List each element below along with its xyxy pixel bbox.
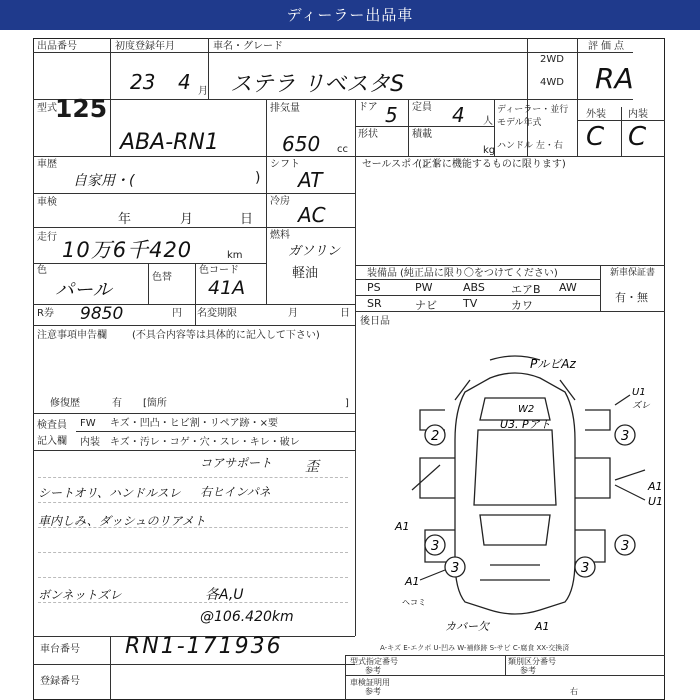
v-footer-mid <box>505 655 506 675</box>
v-ext-int <box>621 107 622 156</box>
capacity-value: 4 <box>452 103 465 127</box>
v-left-right <box>355 156 356 636</box>
history-value: 自家用・( <box>73 173 135 189</box>
doors-value: 5 <box>385 103 398 127</box>
v-chassis <box>110 636 111 700</box>
equipment-top-line <box>355 265 665 266</box>
door-shape-line <box>355 126 494 127</box>
note-line <box>38 477 348 478</box>
tire-value: 3 <box>431 539 440 554</box>
equipment-item: ナビ <box>415 299 437 312</box>
note-distortion: 歪 <box>305 459 319 475</box>
diagram-rear-note: カバー欠 <box>445 620 489 633</box>
first-registration-label: 初度登録年月 <box>115 41 175 52</box>
notes-hint: (不具合内容等は具体的に記入して下さい) <box>132 330 320 341</box>
handle-label: ハンドル 左・右 <box>497 141 563 151</box>
title-expire-month: 月 <box>288 308 298 319</box>
warranty-label: 新車保証書 <box>610 268 656 278</box>
note-mileage: @106.420km <box>200 609 294 625</box>
note-line <box>38 577 348 578</box>
diagram-right-note-1: U1 <box>632 387 646 398</box>
equipment-label: 装備品 <box>367 268 397 279</box>
lot-number: 125 <box>55 94 108 123</box>
load-label: 積載 <box>412 129 432 140</box>
v-col-grade2 <box>577 38 578 156</box>
repair-places: [箇所 <box>143 398 167 409</box>
diagram-side-u1: U1 <box>648 495 664 508</box>
chassis-number: RN1-171936 <box>125 634 283 659</box>
equipment-item: カワ <box>511 299 533 312</box>
mileage-value: 10万6千420 <box>62 238 193 262</box>
diagram-top-note: PルビAz <box>530 357 576 371</box>
grade-value: RA <box>595 62 634 95</box>
inspection-label: 車検 <box>37 197 57 208</box>
lot-number-label: 出品番号 <box>37 41 77 52</box>
repair-close: ] <box>345 398 349 409</box>
note-line <box>38 502 348 503</box>
color-change-label: 色替 <box>152 272 172 283</box>
displacement-label: 排気量 <box>270 103 300 114</box>
model-year-label: モデル年式 <box>497 118 542 128</box>
note-each-a-u: 各A,U <box>205 587 244 603</box>
capacity-unit: 人 <box>483 116 493 127</box>
tire-value: 2 <box>431 429 440 444</box>
grade-label: 評価点 <box>588 41 627 52</box>
history-label: 車歴 <box>37 159 57 170</box>
note-core-support: コアサポート <box>200 456 273 470</box>
damage-legend: A-キズ E-エクボ U-凹み W-補修跡 S-サビ C-腐食 XX-交換済 <box>380 644 570 652</box>
tire-value: 3 <box>581 561 590 576</box>
drive-2wd: 2WD <box>540 54 564 65</box>
color-value: パール <box>55 279 112 301</box>
notes-label: 注意事項申告欄 <box>37 330 107 341</box>
row2-line <box>33 99 633 100</box>
diagram-right-note-2: ズレ <box>632 401 651 411</box>
inspector-label-1: 検査員 <box>37 420 67 431</box>
drive-4wd: 4WD <box>540 77 564 88</box>
recycle-label: R券 <box>37 308 54 319</box>
class-ref: 参考 <box>520 666 536 675</box>
equipment-item: PW <box>415 281 433 294</box>
shift-label: シフト <box>270 159 300 170</box>
recycle-fee: 9850 <box>80 304 124 324</box>
row1-sub-line <box>33 52 633 53</box>
inspector-top-line <box>33 413 355 414</box>
footer-right-label: 右 <box>570 687 578 696</box>
shape-label: 形状 <box>358 129 378 140</box>
color-label: 色 <box>37 265 47 276</box>
color-code-label: 色コード <box>199 265 239 276</box>
note-instrument-panel: 右ヒインパネ <box>200 485 271 499</box>
diagram-w2: W2 <box>518 404 535 415</box>
type-cert-ref: 参考 <box>365 666 381 675</box>
repair-label: 修復歴 <box>50 398 80 409</box>
dealer-label: ディーラー・並行 <box>497 105 569 115</box>
displacement-value: 650 <box>282 132 321 156</box>
v-type-disp <box>266 99 267 156</box>
inspection-year-label: 年 <box>118 212 132 227</box>
inspection-line <box>33 227 355 228</box>
exterior-grade: C <box>586 122 605 152</box>
v-col2 <box>208 38 209 99</box>
inspector-interior-items: キズ・汚レ・コゲ・穴・スレ・キレ・破レ <box>110 437 300 448</box>
inspector-fw-items: キズ・凹凸・ヒビ割・リペア跡・×要 <box>110 418 278 429</box>
mileage-unit: km <box>227 250 243 261</box>
class-label: 類別区分番号 <box>508 657 556 666</box>
capacity-label: 定員 <box>412 102 432 113</box>
equipment-row-line <box>355 295 600 296</box>
inspector-bottom-line <box>33 450 355 451</box>
note-interior-stain: 車内しみ、ダッシュのリアメト <box>38 514 206 528</box>
recycle-unit: 円 <box>172 308 182 319</box>
fuel-label: 燃料 <box>270 230 290 241</box>
shift-value: AT <box>298 168 323 192</box>
tire-value: 3 <box>621 429 630 444</box>
mileage-label: 走行 <box>37 232 57 243</box>
row3-line <box>33 156 665 157</box>
interior-grade: C <box>628 122 647 152</box>
type-label: 型式 <box>37 103 57 114</box>
title-expire-day: 日 <box>340 308 350 319</box>
note-bonnet: ボンネットズレ <box>38 588 122 602</box>
equipment-item: SR <box>367 297 382 310</box>
inspector-label-2: 記入欄 <box>37 436 67 447</box>
registration-label: 登録番号 <box>40 676 80 687</box>
equipment-item: エアB <box>511 283 541 296</box>
v-door-cap <box>408 99 409 156</box>
note-seat: シートオリ、ハンドルスレ <box>38 486 181 500</box>
interior-label: 内装 <box>628 109 648 120</box>
tire-markers <box>425 425 635 577</box>
type-cert-label: 型式指定番号 <box>350 657 398 666</box>
inspector-interior-label: 内装 <box>80 437 100 448</box>
history-close: ) <box>255 170 261 186</box>
equipment-item: AW <box>559 281 577 294</box>
equipment-item: TV <box>463 297 478 310</box>
warranty-value: 有・無 <box>615 291 648 304</box>
chassis-bottom-line <box>33 664 355 665</box>
fuel-selected: ガソリン <box>288 244 341 259</box>
tire-value: 3 <box>451 561 460 576</box>
first-registration-year: 23 <box>130 70 156 94</box>
page-header <box>0 0 700 30</box>
model-label: 車名・グレード <box>213 41 283 52</box>
inspection-day-label: 日 <box>240 212 254 227</box>
equipment-sub-line <box>355 279 600 280</box>
model-name: ステラ リベスタS <box>230 72 405 97</box>
equipment-item: ABS <box>463 281 485 294</box>
v-col-grade <box>527 38 528 156</box>
title-expire-label: 名変期限 <box>197 308 237 319</box>
v-disp-door <box>355 99 356 156</box>
v-color-change <box>148 263 149 304</box>
inspector-fw-label: FW <box>80 418 96 429</box>
v-color-code <box>195 263 196 325</box>
equipment-item: PS <box>367 281 381 294</box>
diagram-u3: U3. Pアト <box>500 418 551 431</box>
v-left-mid <box>266 156 267 304</box>
after-goods-label: 後日品 <box>360 316 390 327</box>
equipment-bottom-line <box>355 311 665 312</box>
note-line <box>38 552 348 553</box>
diagram-left-a1: A1 <box>395 520 410 533</box>
inspector-mid-line <box>76 431 355 432</box>
diagram-dent-note: ヘコミ <box>402 598 426 607</box>
fuel-other: 軽油 <box>292 266 319 281</box>
diagram-rear-a1: A1 <box>535 620 550 633</box>
header-title: ディーラー出品車 <box>286 6 414 24</box>
diagram-side-a1: A1 <box>648 480 663 493</box>
ac-label: 冷房 <box>270 196 290 207</box>
history-line <box>33 193 355 194</box>
month-unit: 月 <box>198 86 208 97</box>
v-footer-left <box>345 655 346 700</box>
exterior-label: 外装 <box>586 109 606 120</box>
cert-ref: 参考 <box>365 687 381 696</box>
chassis-label: 車台番号 <box>40 644 80 655</box>
cert-label: 車検証明用 <box>350 678 390 687</box>
load-unit: kg <box>483 145 496 156</box>
repair-value: 有 <box>112 398 122 409</box>
color-code-value: 41A <box>208 277 246 299</box>
v-warranty <box>600 265 601 311</box>
footer-line-2 <box>345 675 665 676</box>
first-registration-month: 4 <box>178 70 191 94</box>
doors-label: ドア <box>358 102 378 113</box>
equipment-hint: (純正品に限り〇をつけてください) <box>400 268 558 279</box>
diagram-bottom-a1: A1 <box>405 575 420 588</box>
type-code: ABA-RN1 <box>120 130 219 155</box>
tire-value: 3 <box>621 539 630 554</box>
inspection-month-label: 月 <box>180 212 194 227</box>
v-col1 <box>110 38 111 156</box>
displacement-unit: cc <box>337 144 348 155</box>
ac-value: AC <box>298 203 326 227</box>
damage-diagram <box>360 340 665 640</box>
sales-points-label: セールスポイント <box>362 159 442 170</box>
recycle-line <box>33 325 355 326</box>
sales-points-hint: (正常に機能するものに限ります) <box>418 159 566 170</box>
